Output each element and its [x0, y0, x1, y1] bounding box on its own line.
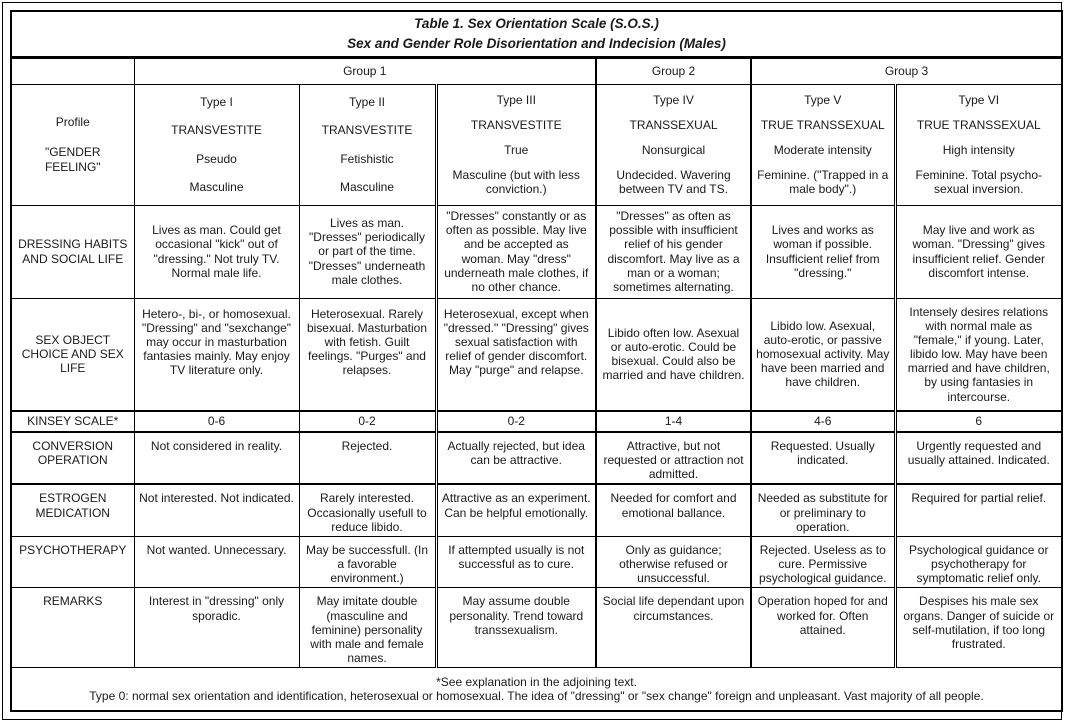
- type-category: TRANSVESTITE: [171, 123, 262, 138]
- type-feeling: Feminine. ("Trapped in a male body".): [757, 167, 889, 196]
- profile-cell-type3: [436, 84, 596, 205]
- cell-psychotherapy-type5: Rejected. Useless as to cure. Permissive psychological guidance.: [751, 536, 895, 587]
- cell-psychotherapy-type6: Psychological guidance or psychotherapy for symptomatic relief only.: [895, 536, 1062, 587]
- cell-estrogen-type4: Needed for comfort and emotional ballance.: [596, 484, 751, 536]
- cell-remarks-type6: Despises his male sex organs. Danger of suicide or self-mutilation, if too long frustrated.: [895, 588, 1062, 668]
- type-label: Type V: [804, 92, 842, 107]
- group-header-2: Group 2: [596, 57, 751, 84]
- profile-label-line2: "GENDER FEELING": [44, 145, 101, 174]
- cell-kinsey-type4: 1-4: [596, 411, 751, 432]
- cell-psychotherapy-type3: If attempted usually is not successful as to cure.: [436, 536, 596, 587]
- cell-psychotherapy-type4: Only as guidance; otherwise refused or unsuccessful.: [596, 536, 751, 587]
- cell-remarks-type5: Operation hoped for and worked for. Often attained.: [751, 588, 895, 668]
- cell-remarks-type2: May imitate double (masculine and feminine) personality with male and female names.: [299, 588, 436, 668]
- cell-psychotherapy-type1: Not wanted. Unnecessary.: [134, 536, 299, 587]
- cell-dressing-type5: Lives and works as woman if possible. Insufficient relief from "dressing.": [751, 205, 895, 298]
- cell-dressing-type6: May live and work as woman. "Dressing" gives insufficient relief. Gender discomfort intense.: [895, 205, 1062, 298]
- type-subtype: High intensity: [942, 142, 1015, 157]
- scanned-page-frame: [2, 2, 1062, 720]
- cell-dressing-type4: "Dresses" as often as possible with insufficient relief of his gender discomfort. May live as a man or a woman; sometimes alternating.: [596, 205, 751, 298]
- cell-kinsey-type2: 0-2: [299, 411, 436, 432]
- cell-kinsey-type6: 6: [895, 411, 1062, 432]
- type-subtype: True: [504, 142, 529, 157]
- sos-scale-table: [10, 10, 1063, 712]
- cell-kinsey-type3: 0-2: [436, 411, 596, 432]
- cell-conversion-type4: Attractive, but not requested or attraction not admitted.: [596, 432, 751, 484]
- row-label-sex-object: SEX OBJECT CHOICE AND SEX LIFE: [11, 298, 134, 411]
- cell-estrogen-type3: Attractive as an experiment. Can be helpful emotionally.: [436, 484, 596, 536]
- cell-dressing-type3: "Dresses" constantly or as often as possible. May live and be accepted as woman. May "dress" underneath male clothes, if no other chance.: [436, 205, 596, 298]
- table-footnote: [11, 668, 1062, 712]
- cell-sexobject-type2: Heterosexual. Rarely bisexual. Masturbation with fetish. Guilt feelings. "Purges" and relapses.: [299, 298, 436, 411]
- cell-dressing-type2: Lives as man. "Dresses" periodically or part of the time. "Dresses" underneath male clothes.: [299, 205, 436, 298]
- profile-cell-type2: [299, 84, 436, 205]
- cell-dressing-type1: Lives as man. Could get occasional "kick" out of "dressing." Not truly TV. Normal male life.: [134, 205, 299, 298]
- cell-estrogen-type1: Not interested. Not indicated.: [134, 484, 299, 536]
- group-header-3: Group 3: [751, 57, 1062, 84]
- cell-sexobject-type1: Hetero-, bi-, or homosexual. "Dressing" and "sexchange" may occur in masturbation fantasies mainly. May enjoy TV literature only.: [134, 298, 299, 411]
- row-label-dressing-habits: DRESSING HABITS AND SOCIAL LIFE: [11, 205, 134, 298]
- row-label-profile: [11, 84, 134, 205]
- cell-estrogen-type5: Needed as substitute for or preliminary to operation.: [751, 484, 895, 536]
- profile-cell-type4: [596, 84, 751, 205]
- cell-conversion-type1: Not considered in reality.: [134, 432, 299, 484]
- cell-sexobject-type3: Heterosexual, except when "dressed." "Dressing" gives sexual satisfaction with relief of gender discomfort. May "purge" and relapse.: [436, 298, 596, 411]
- cell-conversion-type6: Urgently requested and usually attained. Indicated.: [895, 432, 1062, 484]
- type-subtype: Pseudo: [196, 151, 237, 166]
- type-feeling: Masculine (but with less conviction.): [452, 167, 580, 196]
- row-label-estrogen-medication: ESTROGEN MEDICATION: [11, 484, 134, 536]
- row-label-conversion-operation: CONVERSION OPERATION: [11, 432, 134, 484]
- cell-psychotherapy-type2: May be successfull. (In a favorable environment.): [299, 536, 436, 587]
- type-label: Type VI: [958, 92, 1000, 107]
- type-label: Type III: [496, 92, 536, 107]
- type-category: TRANSSEXUAL: [629, 117, 718, 132]
- footnote-line2: Type 0: normal sex orientation and identification, heterosexual or homosexual. The idea of "dressing" or "sex change" foreign and unpleasant. Vast majority of all people.: [89, 689, 984, 704]
- group-header-1: Group 1: [134, 57, 596, 84]
- table-title-line2: Sex and Gender Role Disorientation and Indecision (Males): [347, 35, 726, 51]
- cell-estrogen-type6: Required for partial relief.: [895, 484, 1062, 536]
- profile-cell-type1: [134, 84, 299, 205]
- row-label-psychotherapy: PSYCHOTHERAPY: [11, 536, 134, 587]
- type-label: Type I: [200, 94, 233, 109]
- cell-kinsey-type5: 4-6: [751, 411, 895, 432]
- profile-cell-type5: [751, 84, 895, 205]
- type-feeling: Masculine: [189, 180, 244, 195]
- type-category: TRUE TRANSSEXUAL: [916, 117, 1041, 132]
- row-label-kinsey-scale: KINSEY SCALE*: [11, 411, 134, 432]
- cell-remarks-type4: Social life dependant upon circumstances.: [596, 588, 751, 668]
- cell-remarks-type1: Interest in "dressing" only sporadic.: [134, 588, 299, 668]
- type-category: TRUE TRANSSEXUAL: [760, 117, 885, 132]
- type-category: TRANSVESTITE: [321, 123, 413, 138]
- profile-cell-type6: [895, 84, 1062, 205]
- row-label-remarks: REMARKS: [11, 588, 134, 668]
- cell-sexobject-type4: Libido often low. Asexual or auto-erotic. Could be bisexual. Could also be married and have children.: [596, 298, 751, 411]
- type-feeling: Masculine: [339, 180, 395, 195]
- cell-estrogen-type2: Rarely interested. Occasionally usefull to reduce libido.: [299, 484, 436, 536]
- type-label: Type II: [348, 94, 386, 109]
- cell-remarks-type3: May assume double personality. Trend toward transsexualism.: [436, 588, 596, 668]
- type-feeling: Feminine. Total psycho-sexual inversion.: [915, 167, 1042, 196]
- table-title: [11, 11, 1062, 57]
- cell-conversion-type2: Rejected.: [299, 432, 436, 484]
- cell-conversion-type5: Requested. Usually indicated.: [751, 432, 895, 484]
- cell-sexobject-type5: Libido low. Asexual, auto-erotic, or passive homosexual activity. May have been married and have children.: [751, 298, 895, 411]
- group-header-empty: [11, 57, 134, 84]
- table-title-line1: Table 1. Sex Orientation Scale (S.O.S.): [414, 16, 659, 32]
- type-subtype: Moderate intensity: [773, 142, 872, 157]
- cell-conversion-type3: Actually rejected, but idea can be attractive.: [436, 432, 596, 484]
- profile-label-line1: Profile: [55, 115, 90, 130]
- type-feeling: Undecided. Wavering between TV and TS.: [616, 167, 731, 196]
- type-label: Type IV: [653, 92, 694, 107]
- cell-kinsey-type1: 0-6: [134, 411, 299, 432]
- type-category: TRANSVESTITE: [470, 117, 562, 132]
- footnote-line1: *See explanation in the adjoining text.: [436, 675, 637, 690]
- type-subtype: Fetishistic: [340, 151, 394, 166]
- type-subtype: Nonsurgical: [641, 142, 706, 157]
- cell-sexobject-type6: Intensely desires relations with normal male as "female," if young. Later, libido low. May have been married and have children, by using fantasies in intercourse.: [895, 298, 1062, 411]
